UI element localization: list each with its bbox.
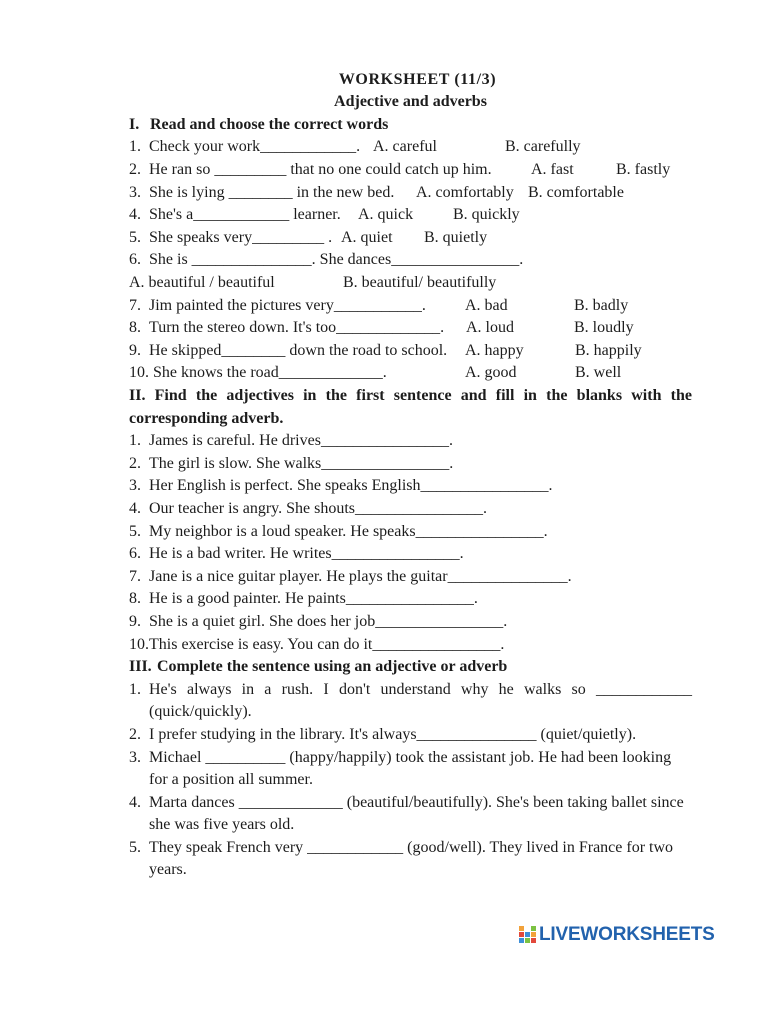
option-a: A. loud [466,319,514,337]
option-a: A. fast [531,161,574,179]
exercise-row [129,566,692,589]
liveworksheets-logo-text: LIVEWORKSHEETS [539,924,715,945]
question-options-row [129,272,692,295]
question-row [129,227,692,250]
question-row [129,136,692,159]
worksheet-title: WORKSHEET (11/3) [338,70,497,88]
exercise-number: 9. [129,612,141,630]
question-text: She's a____________ learner. [149,206,341,224]
section-2-heading-line-1: II. Find the adjectives in the first sentence and fill in the blanks with the [129,387,692,404]
liveworksheets-logo-icon [519,926,537,944]
question-number: 6. [129,251,141,269]
option-a: A. careful [373,138,437,156]
question-row [129,249,692,272]
question-number: 4. [129,206,141,224]
sentence-continuation: for a position all summer. [149,771,313,789]
option-a: A. beautiful / beautiful [129,274,275,292]
exercise-text: Our teacher is angry. She shouts________________. [149,499,488,517]
option-b: B. carefully [505,138,581,156]
question-number: 5. [129,228,141,246]
sentence-text: I prefer studying in the library. It's always_______________ (quiet/quietly). [149,725,637,743]
question-number: 1. [129,138,141,156]
question-row [129,362,692,385]
question-row [129,182,692,205]
sentence-number: 1. [129,680,141,698]
exercise-text: Her English is perfect. She speaks English________________. [149,477,553,495]
question-text: She knows the road_____________. [153,364,387,382]
exercise-row [129,475,692,498]
option-b: B. quickly [453,206,520,224]
section-3-heading [129,656,692,679]
sentence-text: Marta dances _____________ (beautiful/beautifully). She's been taking ballet since [149,793,684,811]
option-b: B. loudly [574,319,634,337]
sentence-continuation: years. [149,861,187,879]
exercise-number: 1. [129,432,141,450]
exercise-number: 10. [129,635,149,653]
exercise-text: The girl is slow. She walks________________. [149,454,454,472]
question-row [129,317,692,340]
exercise-number: 4. [129,499,141,517]
exercise-text: She is a quiet girl. She does her job________________. [149,612,508,630]
sentence-text: He's always in a rush. I don't understand why he walks so ____________ [149,680,692,698]
question-row [129,159,692,182]
question-text: He ran so _________ that no one could catch up him. [149,161,492,179]
question-text: Turn the stereo down. It's too_____________. [149,319,445,337]
exercise-row [129,498,692,521]
section-3-title: Complete the sentence using an adjective or adverb [157,658,508,676]
worksheet-subtitle: Adjective and adverbs [334,93,487,111]
exercise-number: 3. [129,477,141,495]
exercise-text: James is careful. He drives________________. [149,432,453,450]
sentence-row [129,747,692,770]
question-row [129,295,692,318]
exercise-number: 6. [129,545,141,563]
exercise-text: My neighbor is a loud speaker. He speaks________________. [149,522,548,540]
exercise-number: 2. [129,454,141,472]
worksheet [129,69,692,882]
question-row [129,204,692,227]
option-b: B. beautiful/ beautifully [343,274,497,292]
exercise-row [129,430,692,453]
sentence-row [129,837,692,860]
option-b: B. happily [575,341,642,359]
question-text: She speaks very_________ . [149,228,333,246]
option-b: B. well [575,364,622,382]
option-a: A. quick [358,206,414,224]
exercise-row [129,543,692,566]
sentence-text: They speak French very ____________ (good/well). They lived in France for two [149,838,674,856]
liveworksheets-logo [519,924,715,946]
section-1-number: I. [129,115,140,133]
question-number: 10. [129,364,149,382]
sentence-number: 3. [129,748,141,766]
exercise-row [129,611,692,634]
exercise-text: This exercise is easy. You can do it________________. [149,635,505,653]
question-number: 9. [129,341,141,359]
option-b: B. fastly [616,161,671,179]
option-a: A. happy [465,341,524,359]
question-number: 2. [129,161,141,179]
option-a: A. quiet [341,228,393,246]
sentence-continuation: she was five years old. [149,816,295,834]
exercise-number: 7. [129,567,141,585]
sentence-row [129,792,692,815]
exercise-number: 8. [129,590,141,608]
sentence-continuation: (quick/quickly). [149,703,252,721]
exercise-row [129,521,692,544]
question-text: Jim painted the pictures very___________. [149,296,426,314]
option-b: B. comfortable [528,183,624,201]
question-row [129,340,692,363]
sentence-text: Michael __________ (happy/happily) took the assistant job. He had been looking [149,748,672,766]
sentence-row [129,724,692,747]
question-text: She is _______________. She dances________________. [149,251,524,269]
question-text: She is lying ________ in the new bed. [149,183,395,201]
exercise-number: 5. [129,522,141,540]
question-text: He skipped________ down the road to school. [149,341,448,359]
question-number: 8. [129,319,141,337]
sentence-number: 4. [129,793,141,811]
option-a: A. comfortably [416,183,514,201]
section-1-heading [129,114,692,137]
exercise-row [129,588,692,611]
question-text: Check your work____________. [149,138,361,156]
exercise-text: He is a bad writer. He writes________________. [149,545,464,563]
section-2-heading-line-2: corresponding adverb. [129,409,284,427]
question-number: 7. [129,296,141,314]
section-1-title: Read and choose the correct words [150,115,389,133]
exercise-text: Jane is a nice guitar player. He plays the guitar_______________. [149,567,572,585]
option-a: A. good [465,364,517,382]
exercise-row [129,634,692,657]
sentence-row [129,679,692,702]
section-3-number: III. [129,658,152,676]
option-a: A. bad [465,296,508,314]
exercise-text: He is a good painter. He paints________________. [149,590,478,608]
sentence-number: 5. [129,838,141,856]
option-b: B. badly [574,296,629,314]
exercise-row [129,453,692,476]
option-b: B. quietly [424,228,488,246]
sentence-number: 2. [129,725,141,743]
question-number: 3. [129,183,141,201]
